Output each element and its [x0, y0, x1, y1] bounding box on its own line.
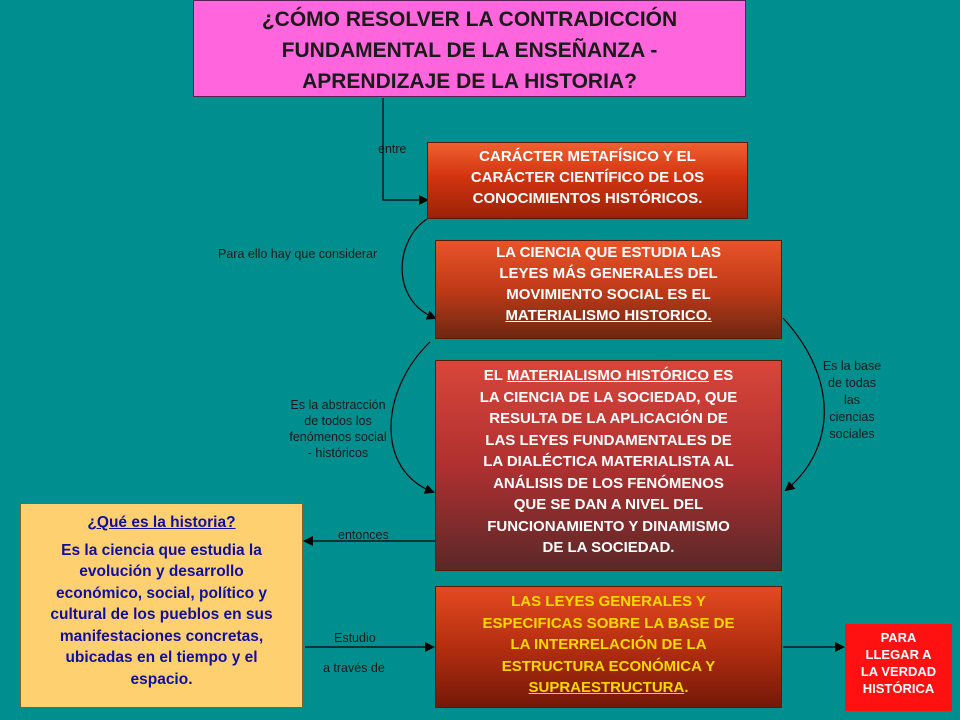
title-box	[193, 0, 746, 97]
box-line: LA INTERRELACIÓN DE LA	[510, 636, 707, 653]
box-line-underlined: MATERIALISMO HISTORICO.	[505, 307, 712, 324]
box-verdad	[845, 624, 952, 711]
arrow-considerar	[402, 219, 435, 318]
label-line: de todas	[828, 376, 876, 390]
box-line: RESULTA DE LA APLICACIÓN DE	[489, 410, 728, 427]
title-line: APRENDIZAJE DE LA HISTORIA?	[302, 70, 637, 93]
box-leyes	[435, 586, 782, 708]
label-line: Es la abstracción	[290, 398, 386, 412]
box-line: LA CIENCIA QUE ESTUDIA LAS	[495, 244, 721, 261]
box-line: Es la ciencia que estudia la	[61, 541, 262, 559]
text-span: .	[684, 679, 689, 696]
box-line: HISTÓRICA	[862, 681, 935, 696]
box-line: CONOCIMIENTOS HISTÓRICOS.	[472, 190, 703, 207]
box-line: LAS LEYES FUNDAMENTALES DE	[485, 431, 732, 449]
box-line: económico, social, político y	[55, 584, 268, 602]
box-line: LAS LEYES GENERALES Y	[511, 593, 706, 610]
label-line: ciencias	[829, 410, 875, 424]
label-line: de todos los	[304, 414, 372, 428]
label-line: las	[844, 393, 860, 407]
label-line: sociales	[829, 427, 875, 441]
text-span: EL	[483, 367, 507, 384]
historia-title: ¿Qué es la historia?	[87, 514, 236, 531]
box-line: DE LA SOCIEDAD.	[542, 539, 675, 556]
box-caracter	[427, 142, 748, 219]
box-line: ESPECIFICAS SOBRE LA BASE DE	[482, 614, 735, 632]
box-line: LA DIALÉCTICA MATERIALISTA AL	[483, 453, 734, 470]
label-abstraccion	[268, 397, 408, 461]
label-a-traves: a través de	[323, 661, 385, 675]
box-line: CARÁCTER CIENTÍFICO DE LOS	[470, 169, 705, 186]
box-line: QUE SE DAN A NIVEL DEL	[513, 496, 704, 513]
box-line: manifestaciones concretas,	[59, 627, 264, 645]
underlined-span: SUPRAESTRUCTURA	[528, 679, 685, 696]
box-line: LA CIENCIA DE LA SOCIEDAD, QUE	[479, 388, 738, 406]
label-base	[812, 358, 892, 443]
box-line: LEYES MÁS GENERALES DEL	[499, 265, 718, 282]
box-line: espacio.	[130, 670, 193, 688]
box-line: ANÁLISIS DE LOS FENÓMENOS	[493, 474, 724, 492]
label-line: - históricos	[307, 446, 369, 460]
box-line: cultural de los pueblos en sus	[50, 606, 273, 623]
label-line: Es la base	[822, 359, 882, 373]
box-line: LLEGAR A	[865, 647, 932, 662]
box-line: ESTRUCTURA ECONÓMICA Y	[501, 657, 716, 675]
box-line: MOVIMIENTO SOCIAL ES EL	[506, 286, 711, 303]
box-line: PARA	[880, 630, 917, 645]
box-line	[436, 365, 781, 387]
label-entre: entre	[378, 142, 407, 156]
box-line: evolución y desarrollo	[79, 563, 244, 580]
title-line: FUNDAMENTAL DE LA ENSEÑANZA -	[281, 39, 658, 62]
text-span: ES	[709, 367, 734, 384]
title-line: ¿CÓMO RESOLVER LA CONTRADICCIÓN	[261, 8, 678, 31]
box-line: ubicadas en el tiempo y el	[65, 649, 258, 666]
box-line: CARÁCTER METAFÍSICO Y EL	[479, 148, 696, 165]
label-estudio: Estudio	[334, 631, 376, 645]
box-line	[436, 677, 781, 699]
box-materialismo	[435, 360, 782, 571]
box-line: LA VERDAD	[860, 664, 937, 679]
label-entonces: entonces	[338, 528, 389, 542]
underlined-span: MATERIALISMO HISTÓRICO	[506, 367, 710, 384]
box-line: FUNCIONAMIENTO Y DINAMISMO	[487, 517, 730, 535]
box-ciencia	[435, 240, 782, 339]
box-historia	[20, 503, 303, 708]
label-line: fenómenos social	[289, 430, 387, 444]
label-para-ello: Para ello hay que considerar	[218, 247, 378, 261]
